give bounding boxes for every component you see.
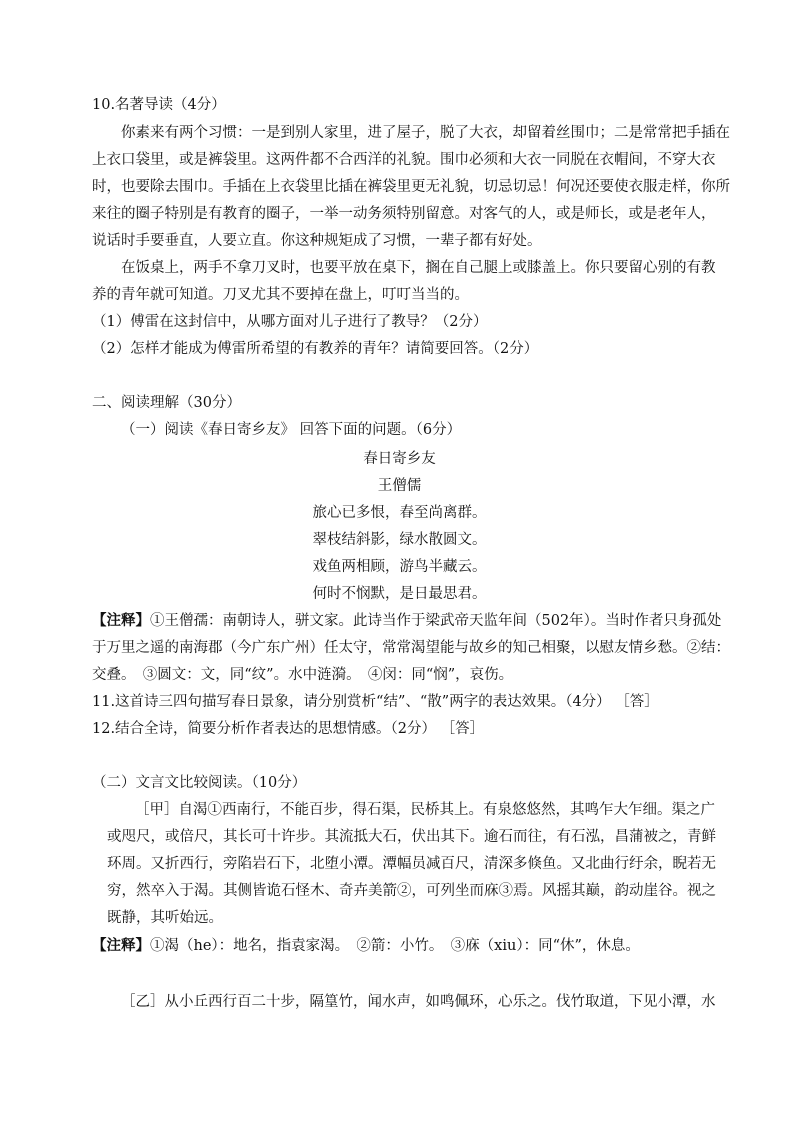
q10-subquestion-2: （2）怎样才能成为傅雷所希望的有教养的青年？请简要回答。（2分）: [92, 341, 539, 357]
poem-line: 旅心已多恨，春至尚离群。: [312, 505, 487, 521]
poem-title: 春日寄乡友: [363, 451, 436, 467]
poem-note-line: [92, 611, 722, 631]
poem-note-text: ①王僧孺：南朝诗人，骈文家。此诗当作于梁武帝天监年间（502年）。当时作者只身孤处: [150, 613, 722, 629]
q10-title: 10.名著导读（4分）: [92, 97, 226, 113]
jia-line: ［甲］自渴①西南行，不能百步，得石渠，民桥其上。有泉悠悠然，其鸣乍大乍细。渠之广: [135, 802, 715, 818]
jia-note-label: 【注释】: [92, 937, 150, 954]
jia-line: 环周。又折西行，旁陷岩石下，北堕小潭。潭幅员减百尺，清深多倏鱼。又北曲行纡余，睨若无: [107, 856, 716, 872]
q10-paragraph-line: 说话时手要垂直，人要立直。你这种规矩成了习惯，一辈子都有好处。: [92, 233, 542, 249]
q10-subquestion-1: （1）傅雷在这封信中，从哪方面对儿子进行了教导？（2分）: [92, 314, 488, 330]
q10-paragraph-line: 你素来有两个习惯：一是到别人家里，进了屋子，脱了大衣，却留着丝围巾；二是常常把手插在: [121, 125, 730, 141]
yi-line: ［乙］从小丘西行百二十步，隔篁竹，闻水声，如鸣佩环，心乐之。伐竹取道，下见小潭，水: [121, 994, 716, 1010]
poem-note-line: 于万里之遥的南海郡（今广东广州）任太守，常常渴望能与故乡的知己相聚，以慰友情乡愁。②结：: [92, 640, 730, 656]
q11: 11.这首诗三四句描写春日景象，请分别赏析“结”、“散”两字的表达效果。（4分） ［答］: [92, 694, 659, 710]
q12: 12.结合全诗，简要分析作者表达的思想情感。（2分） ［答］: [92, 721, 485, 737]
jia-line: 穷，然卒入于渴。其侧皆诡石怪木、奇卉美箭②，可列坐而庥③焉。风摇其巅，韵动崖谷。视之: [107, 883, 716, 899]
part2-title: （二）文言文比较阅读。（10分）: [92, 775, 307, 791]
jia-note-text: ①渴（he）：地名，指袁家渴。 ②箭：小竹。 ③庥（xiu）：同“休”，休息。: [150, 938, 640, 954]
jia-note-line: [92, 936, 707, 956]
section2-title: 二、阅读理解（30分）: [92, 395, 241, 411]
poem-line: 翠枝结斜影，绿水散圆文。: [312, 532, 487, 548]
poem-author: 王僧儒: [377, 478, 422, 494]
jia-line: 既静，其听始远。: [107, 910, 223, 926]
poem-note-label: 【注释】: [92, 612, 150, 629]
part1-title: （一）阅读《春日寄乡友》 回答下面的问题。（6分）: [121, 422, 462, 438]
poem-line: 戏鱼两相顾，游鸟半藏云。: [312, 559, 487, 575]
q10-paragraph-line: 上衣口袋里，或是裤袋里。这两件都不合西洋的礼貌。围巾必须和大衣一同脱在衣帽间，不穿大衣: [92, 152, 716, 168]
q10-paragraph-line: 来往的圈子特别是有教育的圈子，一举一动务须特别留意。对客气的人，或是师长，或是老年人，: [92, 206, 716, 222]
q10-paragraph-line: 养的青年就可知道。刀叉尤其不要掉在盘上，叮叮当当的。: [92, 287, 469, 303]
q10-paragraph-line: 时，也要除去围巾。手插在上衣袋里比插在裤袋里更无礼貌，切忌切忌！何况还要使衣服走样，你所: [92, 179, 730, 195]
poem-line: 何时不悯默，是日最思君。: [312, 586, 487, 602]
poem-note-line: 交叠。 ③圆文：文，同“纹”。水中涟漪。 ④闵：同“悯”，哀伤。: [92, 667, 514, 683]
jia-line: 或咫尺，或倍尺，其长可十许步。其流抵大石，伏出其下。逾石而往，有石泓，昌蒲被之，青鲜: [107, 829, 716, 845]
q10-paragraph-line: 在饭桌上，两手不拿刀叉时，也要平放在桌下，搁在自己腿上或膝盖上。你只要留心别的有教: [121, 260, 716, 276]
